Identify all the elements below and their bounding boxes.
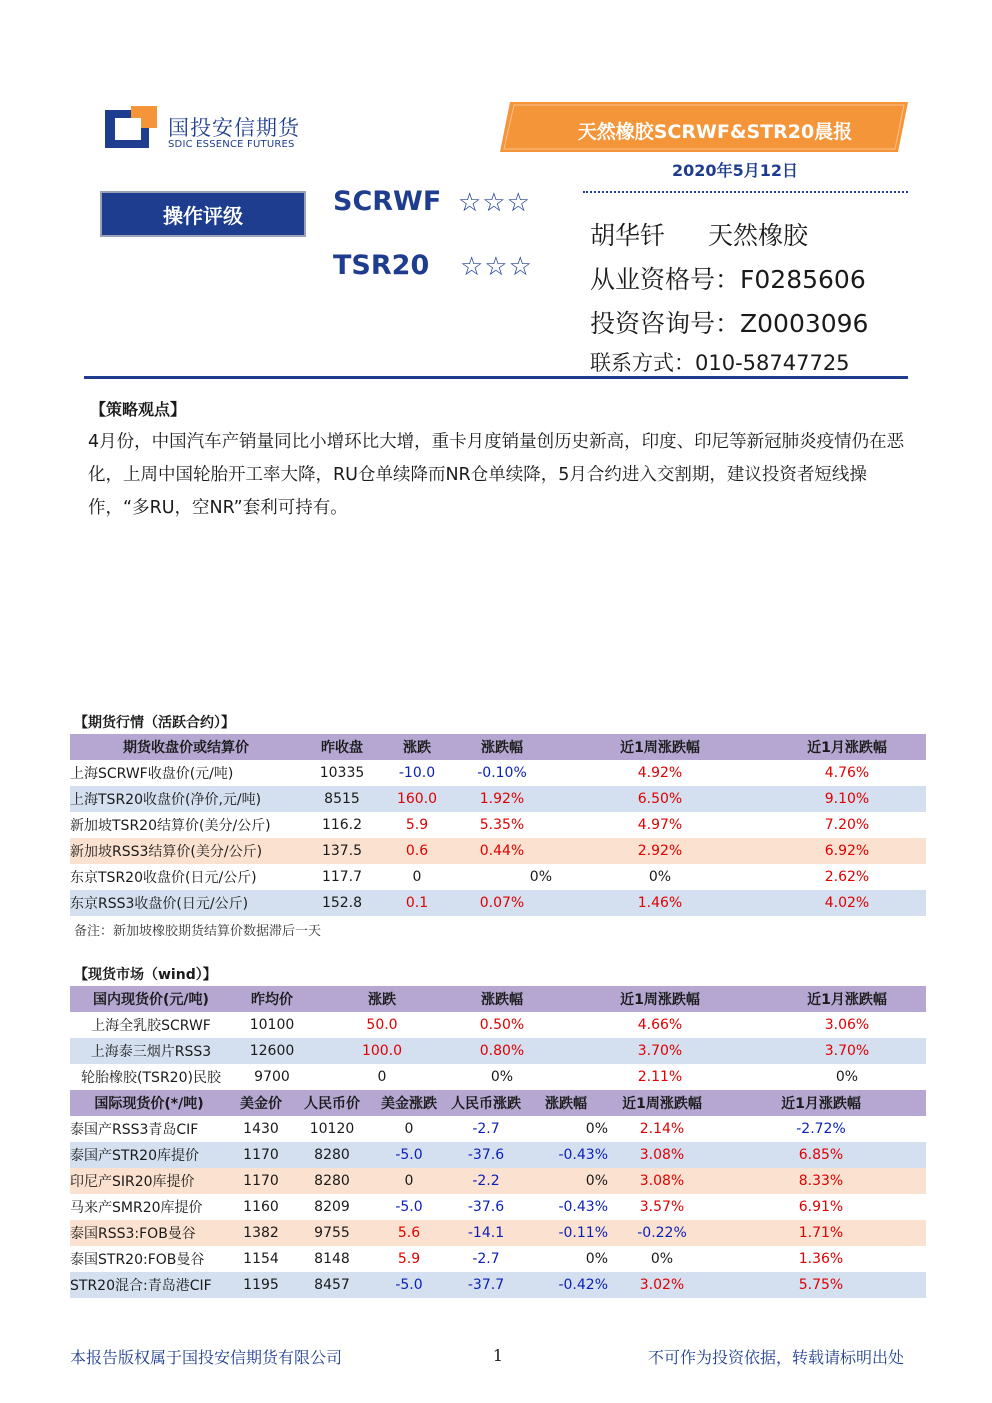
table-cell: 160.0 [382, 786, 452, 812]
futures-header-row [70, 734, 926, 760]
table-cell: 1170 [228, 1142, 294, 1168]
spot-intl-table [70, 1090, 926, 1298]
table-row [70, 1220, 926, 1246]
table-row [70, 838, 926, 864]
table-cell: 10100 [249, 1017, 295, 1033]
table-cell: 3.02% [608, 1272, 716, 1298]
table-cell: 上海全乳胶SCRWF [91, 1018, 211, 1034]
table-cell: 2.92% [552, 838, 768, 864]
table-header: 涨跌 [312, 986, 452, 1012]
table-cell: 50.0 [366, 1017, 398, 1033]
table-header: 期货收盘价或结算价 [70, 734, 302, 760]
divider-dotted [583, 191, 908, 193]
table-cell: 印尼产SIR20库提价 [70, 1168, 228, 1194]
table-cell: 5.6 [370, 1220, 448, 1246]
table-cell: 6.91% [798, 1199, 844, 1215]
table-cell: 1.36% [798, 1251, 844, 1267]
table-cell: 0.07% [452, 890, 552, 916]
analyst-name: 胡华钎 [590, 221, 666, 250]
table-cell: 2.14% [639, 1121, 685, 1137]
table-cell: -14.1 [448, 1220, 524, 1246]
table-cell: 2.11% [637, 1069, 683, 1085]
company-name-cn: 国投安信期货 [168, 116, 300, 140]
table-row [70, 1142, 926, 1168]
table-cell: 1.71% [716, 1220, 926, 1246]
table-cell: 0 [404, 1121, 414, 1137]
table-cell: -0.11% [524, 1220, 608, 1246]
rating-product-2: TSR20 [333, 250, 430, 281]
table-cell: 泰国STR20:FOB曼谷 [70, 1252, 205, 1268]
table-header: 国内现货价(元/吨) [70, 986, 232, 1012]
spot-intl-header-row [70, 1090, 926, 1116]
table-cell: 0.50% [479, 1017, 525, 1033]
table-header: 近1周涨跌幅 [552, 734, 768, 760]
table-cell: 3.08% [608, 1142, 716, 1168]
table-cell: 泰国产STR20库提价 [70, 1142, 228, 1168]
table-header: 近1月涨跌幅 [768, 986, 926, 1012]
table-cell: 6.50% [552, 786, 768, 812]
table-header: 涨跌幅 [452, 986, 552, 1012]
table-header: 美金价 [228, 1090, 294, 1116]
table-cell: 上海SCRWF收盘价(元/吨) [70, 766, 234, 782]
table-cell: 1170 [228, 1168, 294, 1194]
table-cell: 8280 [294, 1168, 370, 1194]
table-cell: 3.06% [824, 1017, 870, 1033]
table-row [70, 1168, 926, 1194]
table-cell: 0.44% [452, 838, 552, 864]
table-cell: 1195 [228, 1272, 294, 1298]
table-cell: 4.92% [637, 765, 683, 781]
table-cell: 0% [585, 1121, 608, 1137]
table-cell: 新加坡TSR20结算价(美分/公斤) [70, 818, 271, 834]
company-name-en: SDIC ESSENCE FUTURES [168, 139, 295, 150]
table-cell: 0% [648, 869, 672, 885]
table-cell: 东京TSR20收盘价(日元/公斤) [70, 870, 257, 886]
table-cell: 泰国RSS3:FOB曼谷 [70, 1220, 228, 1246]
table-header: 涨跌幅 [452, 734, 552, 760]
table-cell: -37.7 [448, 1272, 524, 1298]
table-cell: 1430 [243, 1121, 279, 1137]
table-cell: 1.92% [452, 786, 552, 812]
strategy-text: 4月份，中国汽车产销量同比小增环比大增，重卡月度销量创历史新高，印度、印尼等新冠肺炎疫情仍在恶化，上周中国轮胎开工率大降，RU仓单续降而NR仓单续降，5月合约进入交割期，建议投资者短线操作，“多RU，空NR”套利可持有。 [88, 432, 905, 518]
table-cell: -0.43% [524, 1142, 608, 1168]
table-cell: 上海TSR20收盘价(净价,元/吨) [70, 786, 302, 812]
header-divider [84, 376, 908, 379]
spot-domestic-table [70, 986, 926, 1090]
table-row [70, 1038, 926, 1064]
table-cell: 泰国产RSS3青岛CIF [70, 1122, 199, 1138]
table-header: 国际现货价(*/吨) [70, 1090, 228, 1116]
rating-label-box [100, 191, 306, 237]
table-cell: 1160 [243, 1199, 279, 1215]
table-cell: -10.0 [398, 765, 436, 781]
table-cell: 0% [524, 1168, 608, 1194]
table-cell: -5.0 [395, 1199, 423, 1215]
page-number: 1 [492, 1346, 504, 1365]
table-cell: STR20混合:青岛港CIF [70, 1272, 228, 1298]
table-cell: -5.0 [370, 1272, 448, 1298]
table-cell: 0 [370, 1168, 448, 1194]
table-cell: 3.70% [768, 1038, 926, 1064]
report-title: 天然橡胶SCRWF&STR20晨报 [577, 121, 853, 143]
table-cell: 2.62% [824, 869, 870, 885]
table-cell: 0% [490, 1069, 514, 1085]
strategy-heading: 【策略观点】 [90, 400, 187, 419]
table-cell: 9700 [254, 1069, 290, 1085]
table-cell: 100.0 [312, 1038, 452, 1064]
futures-table [70, 734, 926, 916]
futures-table-title: 【期货行情（活跃合约）】 [74, 715, 235, 731]
table-header: 人民币价 [294, 1090, 370, 1116]
table-cell: 9755 [294, 1220, 370, 1246]
table-row [70, 1272, 926, 1298]
company-logo-icon [103, 104, 159, 152]
table-cell: 4.02% [768, 890, 926, 916]
table-row [70, 786, 926, 812]
table-row [70, 1064, 926, 1090]
rating-label: 操作评级 [163, 203, 243, 228]
footer-copyright: 本报告版权属于国投安信期货有限公司 [70, 1348, 343, 1367]
table-cell: 5.9 [405, 817, 429, 833]
futures-note: 备注：新加坡橡胶期货结算价数据滞后一天 [74, 924, 322, 939]
table-cell: 3.57% [639, 1199, 685, 1215]
table-cell: 1.46% [552, 890, 768, 916]
table-cell: 8148 [314, 1251, 350, 1267]
table-cell: 1382 [228, 1220, 294, 1246]
table-cell: 0% [529, 869, 552, 885]
table-row [70, 890, 926, 916]
table-cell: 10120 [309, 1121, 355, 1137]
table-row [70, 1012, 926, 1038]
table-cell: 4.66% [637, 1017, 683, 1033]
table-cell: 6.85% [716, 1142, 926, 1168]
table-cell: 4.76% [824, 765, 870, 781]
table-cell: 5.35% [479, 817, 525, 833]
table-row [70, 1194, 926, 1220]
table-cell: 轮胎橡胶(TSR20)民胶 [81, 1070, 221, 1086]
table-cell: 137.5 [302, 838, 382, 864]
table-header: 近1周涨跌幅 [608, 1090, 716, 1116]
table-cell: 1154 [243, 1251, 279, 1267]
table-cell: 5.75% [716, 1272, 926, 1298]
report-date: 2020年5月12日 [672, 161, 798, 180]
table-cell: 152.8 [302, 890, 382, 916]
analyst-qualification: 从业资格号：F0285606 [590, 265, 866, 294]
table-cell: 0 [377, 1069, 387, 1085]
table-cell: 3.70% [552, 1038, 768, 1064]
table-cell: -0.22% [608, 1220, 716, 1246]
table-header: 近1月涨跌幅 [716, 1090, 926, 1116]
table-cell: 8457 [294, 1272, 370, 1298]
table-cell: 12600 [232, 1038, 312, 1064]
table-cell: 马来产SMR20库提价 [70, 1200, 203, 1216]
table-cell: 0% [650, 1251, 674, 1267]
table-header: 美金涨跌 [370, 1090, 448, 1116]
table-cell: 8515 [302, 786, 382, 812]
table-cell: 0 [412, 869, 422, 885]
analyst-field: 天然橡胶 [708, 221, 809, 250]
table-cell: -5.0 [370, 1142, 448, 1168]
analyst-contact: 联系方式：010-58747725 [590, 351, 850, 375]
footer-disclaimer: 不可作为投资依据，转载请标明出处 [648, 1348, 905, 1367]
table-cell: 8280 [294, 1142, 370, 1168]
table-cell: 3.08% [608, 1168, 716, 1194]
rating-stars-1: ☆☆☆ [458, 188, 531, 218]
spot-table-title: 【现货市场（wind）】 [74, 967, 217, 983]
table-cell: -2.72% [796, 1121, 846, 1137]
table-cell: 117.7 [321, 869, 363, 885]
table-cell: 0.80% [452, 1038, 552, 1064]
table-cell: -0.42% [524, 1272, 608, 1298]
rating-stars-2: ☆☆☆ [460, 252, 533, 282]
table-cell: -0.10% [477, 765, 527, 781]
table-cell: 0.1 [382, 890, 452, 916]
table-cell: -37.6 [448, 1142, 524, 1168]
table-cell: 0.6 [382, 838, 452, 864]
table-cell: 新加坡RSS3结算价(美分/公斤) [70, 838, 302, 864]
table-cell: 0% [835, 1069, 859, 1085]
table-cell: 116.2 [321, 817, 363, 833]
table-header: 人民币涨跌 [448, 1090, 524, 1116]
table-cell: 9.10% [768, 786, 926, 812]
table-header: 昨收盘 [302, 734, 382, 760]
table-header: 涨跌幅 [524, 1090, 608, 1116]
table-cell: -2.2 [448, 1168, 524, 1194]
table-cell: 10335 [319, 765, 365, 781]
table-cell: -2.7 [472, 1251, 500, 1267]
table-cell: 4.97% [637, 817, 683, 833]
table-row [70, 1246, 926, 1272]
table-row [70, 812, 926, 838]
table-header: 涨跌 [382, 734, 452, 760]
table-cell: 8209 [314, 1199, 350, 1215]
table-cell: 7.20% [824, 817, 870, 833]
table-header: 昨均价 [232, 986, 312, 1012]
table-cell: 0% [585, 1251, 608, 1267]
table-row [70, 760, 926, 786]
table-row [70, 864, 926, 890]
analyst-consult-number: 投资咨询号：Z0003096 [590, 309, 869, 338]
table-cell: 5.9 [397, 1251, 421, 1267]
table-header: 近1周涨跌幅 [552, 986, 768, 1012]
table-cell: 上海泰三烟片RSS3 [70, 1038, 232, 1064]
table-header: 近1月涨跌幅 [768, 734, 926, 760]
table-cell: 8.33% [716, 1168, 926, 1194]
table-cell: 东京RSS3收盘价(日元/公斤) [70, 890, 302, 916]
table-cell: -37.6 [467, 1199, 505, 1215]
spot-domestic-header-row [70, 986, 926, 1012]
table-cell: -2.7 [472, 1121, 500, 1137]
table-cell: 6.92% [768, 838, 926, 864]
table-row [70, 1116, 926, 1142]
table-cell: -0.43% [558, 1199, 608, 1215]
rating-product-1: SCRWF [333, 186, 442, 217]
